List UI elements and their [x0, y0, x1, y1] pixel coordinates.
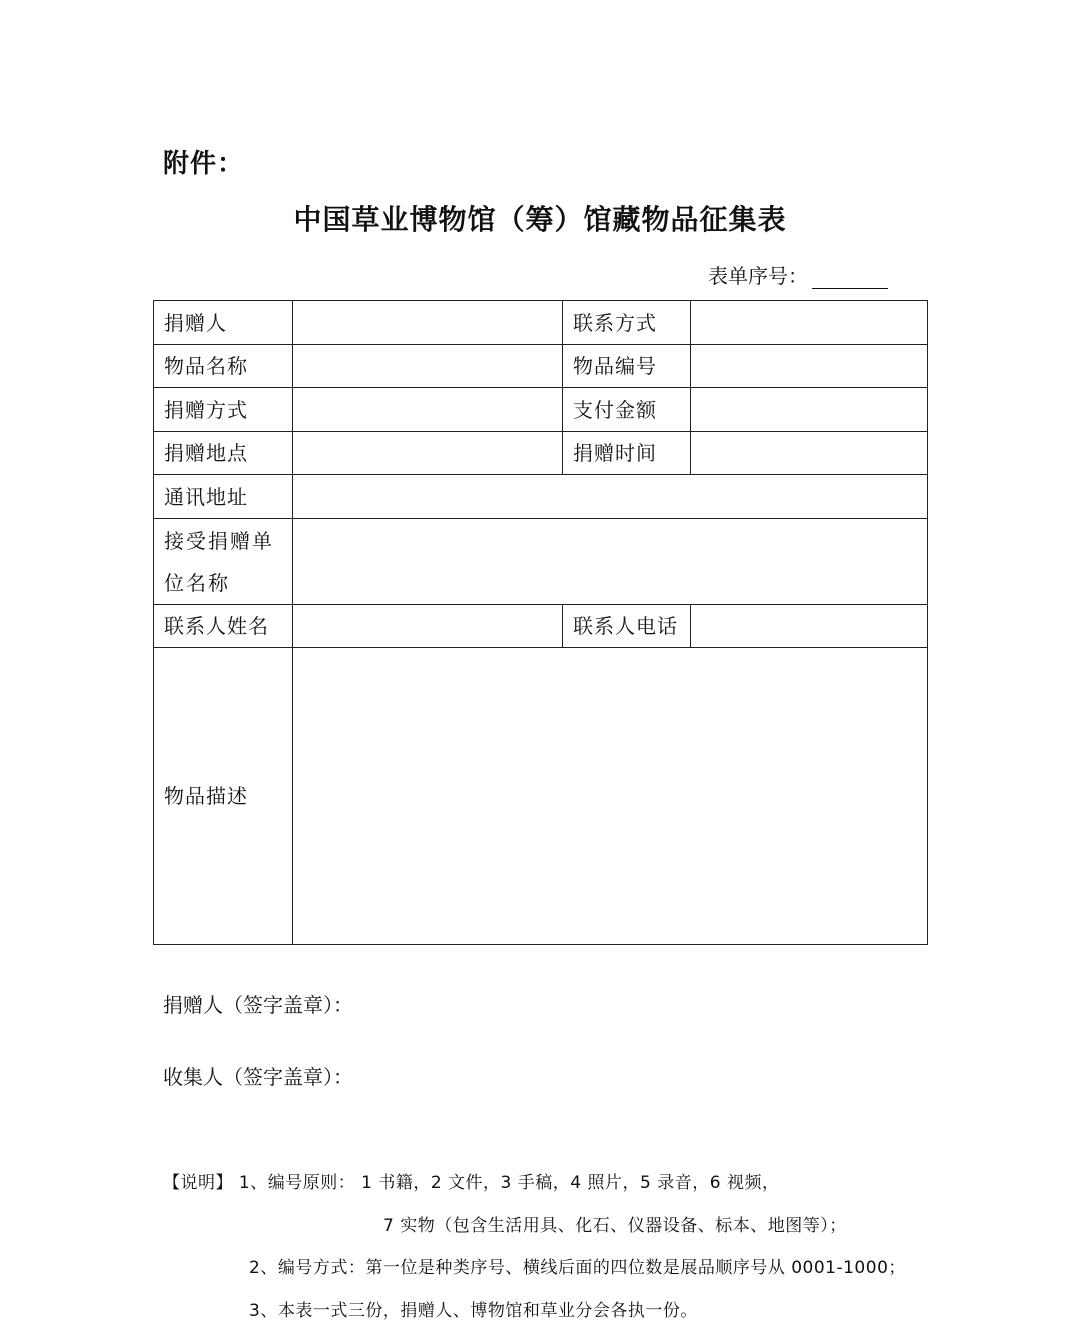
donor-field[interactable] — [293, 301, 563, 345]
notes-line-4: 3、本表一式三份，捐赠人、博物馆和草业分会各执一份。 — [249, 1301, 698, 1321]
notes-line-2: 7 实物（包含生活用具、化石、仪器设备、标本、地图等）； — [383, 1216, 847, 1236]
payment-amount-label: 支付金额 — [563, 388, 691, 432]
donation-method-field[interactable] — [293, 388, 563, 432]
contact-name-label: 联系人姓名 — [154, 605, 293, 648]
notes-line-1: 【说明】 1、编号原则： 1 书籍，2 文件，3 手稿，4 照片，5 录音，6 视频， — [163, 1173, 780, 1193]
recipient-unit-label-line2: 位名称 — [164, 570, 230, 595]
table-row — [154, 475, 928, 519]
page-title: 中国草业博物馆（筹）馆藏物品征集表 — [293, 203, 787, 236]
recipient-unit-label-line1: 接受捐赠单 — [164, 528, 274, 553]
item-number-field[interactable] — [691, 345, 928, 388]
donation-method-label: 捐赠方式 — [154, 388, 293, 432]
recipient-unit-label — [154, 519, 293, 605]
donation-time-field[interactable] — [691, 432, 928, 475]
mailing-address-field[interactable] — [293, 475, 928, 519]
table-row — [154, 432, 928, 475]
item-description-field[interactable] — [293, 648, 928, 945]
item-number-label: 物品编号 — [563, 345, 691, 388]
donor-signature: 捐赠人（签字盖章）： — [163, 993, 353, 1017]
contact-phone-field[interactable] — [691, 605, 928, 648]
recipient-unit-field[interactable] — [293, 519, 928, 605]
payment-amount-field[interactable] — [691, 388, 928, 432]
item-name-label: 物品名称 — [154, 345, 293, 388]
serial-label: 表单序号： — [708, 264, 808, 288]
contact-method-label: 联系方式 — [563, 301, 691, 345]
notes-line-3: 2、编号方式：第一位是种类序号、横线后面的四位数是展品顺序号从 0001-1000； — [249, 1258, 906, 1278]
serial-input-line[interactable] — [812, 268, 888, 289]
contact-name-field[interactable] — [293, 605, 563, 648]
contact-method-field[interactable] — [691, 301, 928, 345]
table-row — [154, 345, 928, 388]
item-name-field[interactable] — [293, 345, 563, 388]
contact-phone-label: 联系人电话 — [563, 605, 691, 648]
table-row — [154, 301, 928, 345]
collector-signature: 收集人（签字盖章）： — [163, 1065, 353, 1089]
collection-form-table — [153, 300, 928, 945]
mailing-address-label: 通讯地址 — [154, 475, 293, 519]
table-row — [154, 388, 928, 432]
item-description-label: 物品描述 — [154, 648, 293, 945]
donation-time-label: 捐赠时间 — [563, 432, 691, 475]
form-serial — [708, 260, 888, 289]
donor-label: 捐赠人 — [154, 301, 293, 345]
table-row — [154, 519, 928, 605]
donation-place-field[interactable] — [293, 432, 563, 475]
table-row — [154, 648, 928, 945]
attachment-label: 附件： — [163, 149, 245, 179]
table-row — [154, 605, 928, 648]
donation-place-label: 捐赠地点 — [154, 432, 293, 475]
